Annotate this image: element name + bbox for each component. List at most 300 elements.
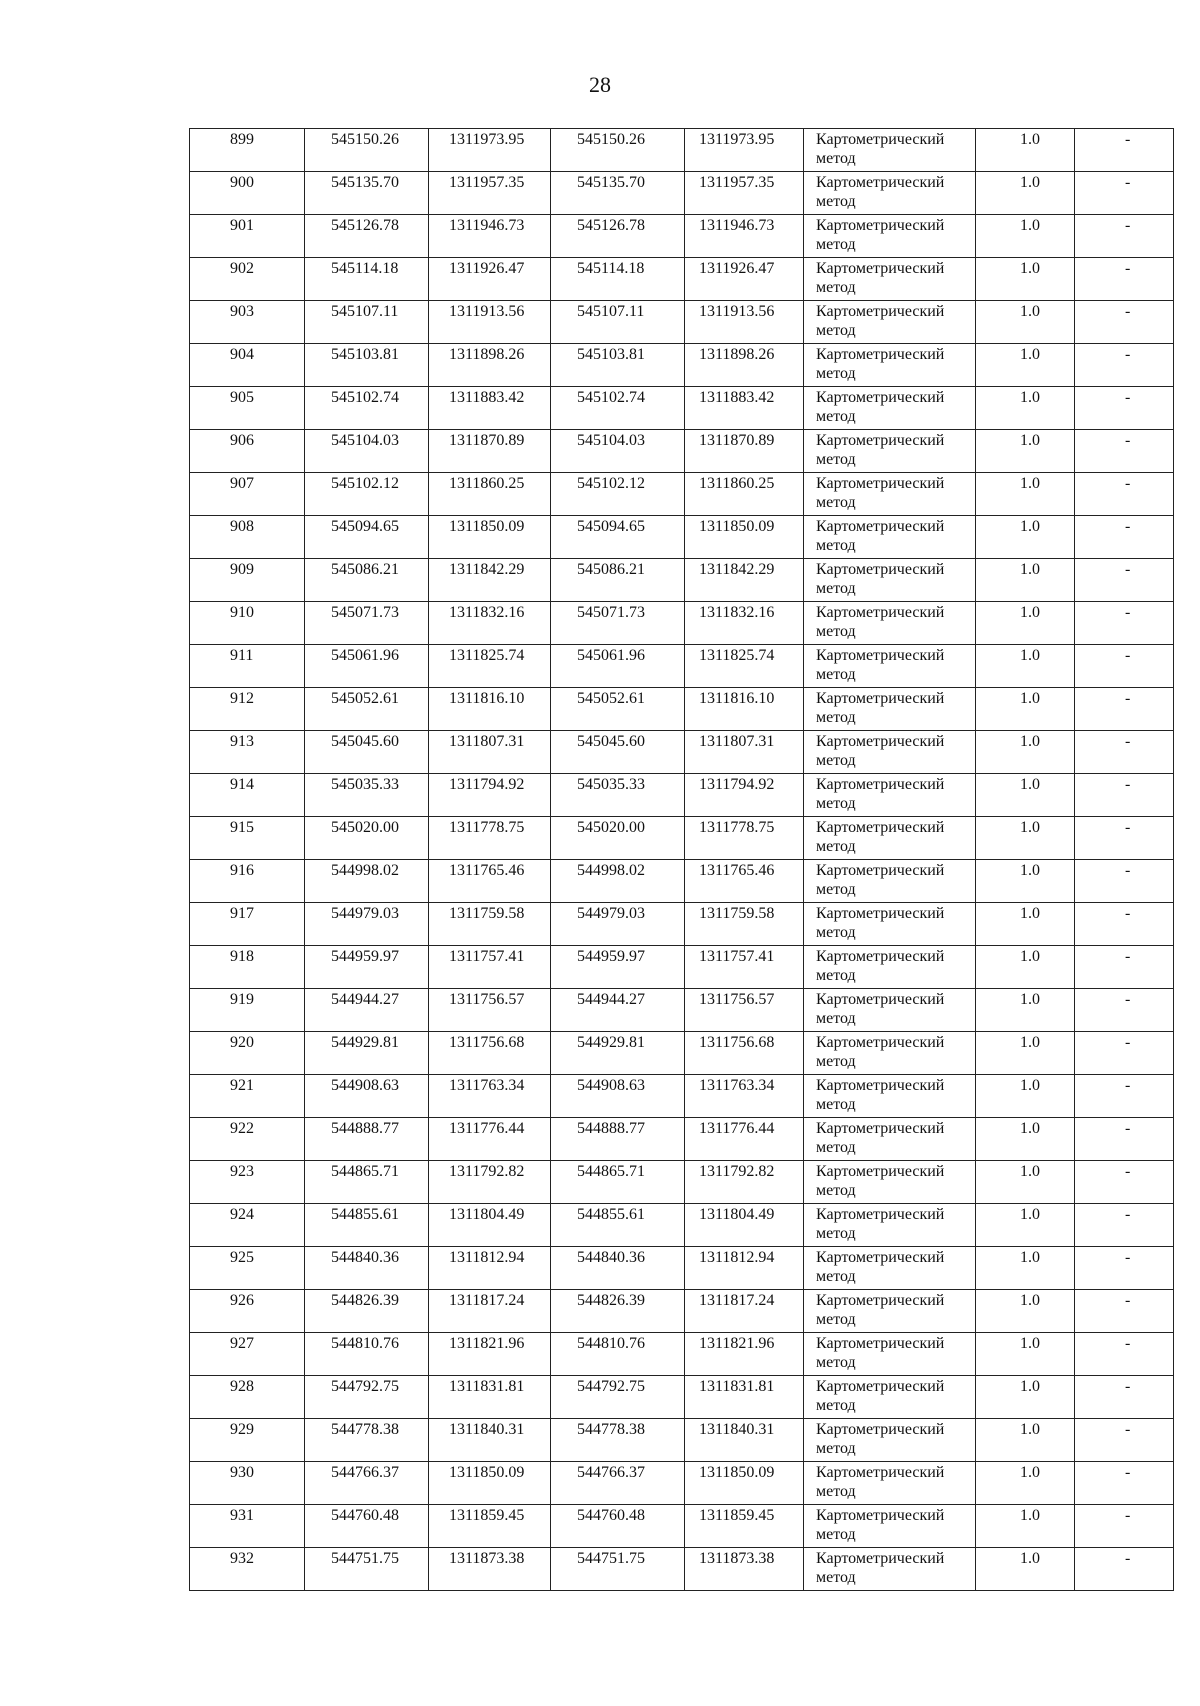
table-row	[190, 1075, 1174, 1118]
point-number-cell	[190, 1333, 305, 1376]
table-row	[190, 989, 1174, 1032]
x-coordinate-new-cell-text: 545061.96	[577, 647, 645, 664]
x-coordinate-new-cell	[551, 688, 685, 731]
note-cell-text: -	[1125, 346, 1131, 363]
note-cell-text: -	[1125, 475, 1131, 492]
y-coordinate-cell	[429, 301, 551, 344]
note-cell	[1075, 860, 1174, 903]
point-number-cell-text: 916	[230, 862, 254, 879]
method-cell	[804, 215, 976, 258]
y-coordinate-new-cell	[685, 1204, 804, 1247]
accuracy-cell-text: 1.0	[1020, 432, 1040, 449]
y-coordinate-new-cell-text: 1311850.09	[699, 518, 775, 535]
y-coordinate-new-cell	[685, 1032, 804, 1075]
method-cell-text: Картометрический метод	[816, 1206, 945, 1242]
method-cell	[804, 1376, 976, 1419]
point-number-cell	[190, 946, 305, 989]
method-cell-text: Картометрический метод	[816, 905, 945, 941]
y-coordinate-cell-text: 1311812.94	[449, 1249, 525, 1266]
note-cell-text: -	[1125, 561, 1131, 578]
y-coordinate-cell	[429, 989, 551, 1032]
point-number-cell	[190, 989, 305, 1032]
y-coordinate-new-cell-text: 1311821.96	[699, 1335, 775, 1352]
x-coordinate-cell-text: 545114.18	[331, 260, 399, 277]
y-coordinate-new-cell	[685, 1247, 804, 1290]
x-coordinate-cell	[305, 559, 429, 602]
y-coordinate-cell-text: 1311817.24	[449, 1292, 525, 1309]
note-cell-text: -	[1125, 1206, 1131, 1223]
y-coordinate-new-cell	[685, 688, 804, 731]
accuracy-cell-text: 1.0	[1020, 1507, 1040, 1524]
x-coordinate-new-cell-text: 545020.00	[577, 819, 645, 836]
accuracy-cell-text: 1.0	[1020, 389, 1040, 406]
note-cell	[1075, 344, 1174, 387]
x-coordinate-cell	[305, 1505, 429, 1548]
x-coordinate-new-cell	[551, 1376, 685, 1419]
point-number-cell-text: 921	[230, 1077, 254, 1094]
y-coordinate-new-cell	[685, 989, 804, 1032]
note-cell-text: -	[1125, 1163, 1131, 1180]
note-cell-text: -	[1125, 1034, 1131, 1051]
note-cell-text: -	[1125, 905, 1131, 922]
x-coordinate-new-cell-text: 544766.37	[577, 1464, 645, 1481]
point-number-cell-text: 906	[230, 432, 254, 449]
table-row	[190, 688, 1174, 731]
y-coordinate-cell	[429, 1419, 551, 1462]
table-row	[190, 817, 1174, 860]
note-cell	[1075, 258, 1174, 301]
point-number-cell-text: 910	[230, 604, 254, 621]
note-cell-text: -	[1125, 1077, 1131, 1094]
accuracy-cell-text: 1.0	[1020, 518, 1040, 535]
y-coordinate-new-cell	[685, 1419, 804, 1462]
point-number-cell-text: 922	[230, 1120, 254, 1137]
y-coordinate-new-cell-text: 1311794.92	[699, 776, 775, 793]
method-cell	[804, 559, 976, 602]
table-row	[190, 774, 1174, 817]
y-coordinate-new-cell-text: 1311763.34	[699, 1077, 775, 1094]
method-cell	[804, 1075, 976, 1118]
y-coordinate-cell-text: 1311873.38	[449, 1550, 525, 1567]
y-coordinate-new-cell-text: 1311973.95	[699, 131, 775, 148]
y-coordinate-new-cell	[685, 516, 804, 559]
y-coordinate-cell	[429, 1548, 551, 1591]
y-coordinate-new-cell	[685, 258, 804, 301]
method-cell-text: Картометрический метод	[816, 1421, 945, 1457]
note-cell-text: -	[1125, 733, 1131, 750]
y-coordinate-cell-text: 1311763.34	[449, 1077, 525, 1094]
note-cell	[1075, 1247, 1174, 1290]
point-number-cell	[190, 172, 305, 215]
y-coordinate-cell-text: 1311850.09	[449, 1464, 525, 1481]
method-cell-text: Картометрический метод	[816, 819, 945, 855]
y-coordinate-new-cell	[685, 1333, 804, 1376]
x-coordinate-cell	[305, 817, 429, 860]
table-row	[190, 344, 1174, 387]
y-coordinate-new-cell-text: 1311778.75	[699, 819, 775, 836]
note-cell	[1075, 172, 1174, 215]
x-coordinate-new-cell	[551, 215, 685, 258]
method-cell	[804, 516, 976, 559]
point-number-cell-text: 901	[230, 217, 254, 234]
method-cell	[804, 430, 976, 473]
y-coordinate-new-cell	[685, 1161, 804, 1204]
x-coordinate-new-cell	[551, 731, 685, 774]
accuracy-cell-text: 1.0	[1020, 1120, 1040, 1137]
x-coordinate-new-cell-text: 545071.73	[577, 604, 645, 621]
x-coordinate-cell	[305, 731, 429, 774]
note-cell-text: -	[1125, 690, 1131, 707]
point-number-cell-text: 930	[230, 1464, 254, 1481]
y-coordinate-new-cell-text: 1311817.24	[699, 1292, 775, 1309]
y-coordinate-cell-text: 1311804.49	[449, 1206, 525, 1223]
x-coordinate-new-cell-text: 545086.21	[577, 561, 645, 578]
method-cell-text: Картометрический метод	[816, 518, 945, 554]
point-number-cell	[190, 774, 305, 817]
x-coordinate-cell	[305, 1376, 429, 1419]
point-number-cell	[190, 731, 305, 774]
y-coordinate-cell-text: 1311831.81	[449, 1378, 525, 1395]
table-row	[190, 516, 1174, 559]
x-coordinate-new-cell-text: 544929.81	[577, 1034, 645, 1051]
note-cell	[1075, 1075, 1174, 1118]
accuracy-cell-text: 1.0	[1020, 1550, 1040, 1567]
x-coordinate-cell-text: 544778.38	[331, 1421, 399, 1438]
x-coordinate-cell	[305, 301, 429, 344]
accuracy-cell-text: 1.0	[1020, 217, 1040, 234]
x-coordinate-cell-text: 545150.26	[331, 131, 399, 148]
table-row	[190, 473, 1174, 516]
x-coordinate-new-cell-text: 545103.81	[577, 346, 645, 363]
accuracy-cell	[976, 430, 1075, 473]
note-cell	[1075, 688, 1174, 731]
y-coordinate-new-cell	[685, 1376, 804, 1419]
y-coordinate-cell-text: 1311825.74	[449, 647, 525, 664]
method-cell-text: Картометрический метод	[816, 647, 945, 683]
note-cell	[1075, 516, 1174, 559]
x-coordinate-cell	[305, 1247, 429, 1290]
accuracy-cell-text: 1.0	[1020, 174, 1040, 191]
accuracy-cell	[976, 1505, 1075, 1548]
y-coordinate-new-cell-text: 1311807.31	[699, 733, 775, 750]
x-coordinate-cell-text: 544979.03	[331, 905, 399, 922]
method-cell	[804, 387, 976, 430]
y-coordinate-cell	[429, 688, 551, 731]
method-cell-text: Картометрический метод	[816, 690, 945, 726]
y-coordinate-new-cell-text: 1311792.82	[699, 1163, 775, 1180]
note-cell-text: -	[1125, 1249, 1131, 1266]
y-coordinate-new-cell	[685, 946, 804, 989]
note-cell	[1075, 1290, 1174, 1333]
accuracy-cell	[976, 1032, 1075, 1075]
x-coordinate-new-cell	[551, 172, 685, 215]
y-coordinate-new-cell-text: 1311946.73	[699, 217, 775, 234]
method-cell	[804, 1032, 976, 1075]
table-row	[190, 731, 1174, 774]
table-row	[190, 602, 1174, 645]
method-cell	[804, 1247, 976, 1290]
note-cell-text: -	[1125, 260, 1131, 277]
accuracy-cell	[976, 903, 1075, 946]
x-coordinate-cell-text: 544888.77	[331, 1120, 399, 1137]
point-number-cell-text: 913	[230, 733, 254, 750]
method-cell-text: Картометрический метод	[816, 604, 945, 640]
accuracy-cell	[976, 516, 1075, 559]
method-cell-text: Картометрический метод	[816, 862, 945, 898]
y-coordinate-new-cell-text: 1311840.31	[699, 1421, 775, 1438]
x-coordinate-cell	[305, 989, 429, 1032]
y-coordinate-cell-text: 1311794.92	[449, 776, 525, 793]
y-coordinate-cell	[429, 387, 551, 430]
method-cell-text: Картометрический метод	[816, 1034, 945, 1070]
accuracy-cell-text: 1.0	[1020, 862, 1040, 879]
accuracy-cell-text: 1.0	[1020, 1249, 1040, 1266]
x-coordinate-new-cell-text: 544826.39	[577, 1292, 645, 1309]
accuracy-cell-text: 1.0	[1020, 303, 1040, 320]
point-number-cell-text: 902	[230, 260, 254, 277]
y-coordinate-cell	[429, 1161, 551, 1204]
y-coordinate-cell	[429, 1075, 551, 1118]
x-coordinate-cell	[305, 129, 429, 172]
note-cell	[1075, 1333, 1174, 1376]
accuracy-cell	[976, 1333, 1075, 1376]
y-coordinate-cell-text: 1311850.09	[449, 518, 525, 535]
y-coordinate-cell	[429, 903, 551, 946]
x-coordinate-cell-text: 544865.71	[331, 1163, 399, 1180]
x-coordinate-cell	[305, 1118, 429, 1161]
accuracy-cell-text: 1.0	[1020, 1034, 1040, 1051]
y-coordinate-new-cell	[685, 559, 804, 602]
x-coordinate-new-cell	[551, 1290, 685, 1333]
x-coordinate-new-cell-text: 545102.12	[577, 475, 645, 492]
method-cell-text: Картометрический метод	[816, 1378, 945, 1414]
accuracy-cell-text: 1.0	[1020, 131, 1040, 148]
y-coordinate-new-cell	[685, 602, 804, 645]
y-coordinate-cell-text: 1311757.41	[449, 948, 525, 965]
method-cell	[804, 344, 976, 387]
accuracy-cell-text: 1.0	[1020, 346, 1040, 363]
y-coordinate-cell-text: 1311870.89	[449, 432, 525, 449]
y-coordinate-new-cell-text: 1311850.09	[699, 1464, 775, 1481]
x-coordinate-cell-text: 545020.00	[331, 819, 399, 836]
x-coordinate-new-cell-text: 544810.76	[577, 1335, 645, 1352]
y-coordinate-new-cell-text: 1311756.68	[699, 1034, 775, 1051]
method-cell-text: Картометрический метод	[816, 1507, 945, 1543]
x-coordinate-cell-text: 544766.37	[331, 1464, 399, 1481]
y-coordinate-new-cell	[685, 215, 804, 258]
table-row	[190, 645, 1174, 688]
method-cell	[804, 602, 976, 645]
accuracy-cell	[976, 645, 1075, 688]
point-number-cell-text: 919	[230, 991, 254, 1008]
table-body	[190, 129, 1174, 1591]
x-coordinate-new-cell	[551, 301, 685, 344]
x-coordinate-cell-text: 545045.60	[331, 733, 399, 750]
accuracy-cell	[976, 860, 1075, 903]
y-coordinate-cell	[429, 1032, 551, 1075]
point-number-cell-text: 931	[230, 1507, 254, 1524]
y-coordinate-cell	[429, 1462, 551, 1505]
x-coordinate-new-cell	[551, 1032, 685, 1075]
table-row	[190, 172, 1174, 215]
point-number-cell-text: 928	[230, 1378, 254, 1395]
accuracy-cell-text: 1.0	[1020, 905, 1040, 922]
point-number-cell	[190, 1419, 305, 1462]
y-coordinate-cell	[429, 731, 551, 774]
x-coordinate-new-cell-text: 545104.03	[577, 432, 645, 449]
method-cell-text: Картометрический метод	[816, 561, 945, 597]
accuracy-cell	[976, 387, 1075, 430]
x-coordinate-new-cell-text: 544778.38	[577, 1421, 645, 1438]
x-coordinate-new-cell	[551, 1075, 685, 1118]
point-number-cell-text: 918	[230, 948, 254, 965]
method-cell	[804, 1333, 976, 1376]
note-cell	[1075, 129, 1174, 172]
note-cell-text: -	[1125, 1421, 1131, 1438]
x-coordinate-cell-text: 545071.73	[331, 604, 399, 621]
x-coordinate-new-cell-text: 544760.48	[577, 1507, 645, 1524]
method-cell-text: Картометрический метод	[816, 776, 945, 812]
x-coordinate-cell-text: 545126.78	[331, 217, 399, 234]
table-row	[190, 215, 1174, 258]
y-coordinate-cell	[429, 559, 551, 602]
x-coordinate-cell	[305, 645, 429, 688]
x-coordinate-new-cell-text: 545114.18	[577, 260, 645, 277]
y-coordinate-cell	[429, 1204, 551, 1247]
note-cell-text: -	[1125, 1292, 1131, 1309]
y-coordinate-new-cell-text: 1311757.41	[699, 948, 775, 965]
point-number-cell-text: 911	[230, 647, 254, 664]
method-cell-text: Картометрический метод	[816, 217, 945, 253]
y-coordinate-new-cell-text: 1311926.47	[699, 260, 775, 277]
y-coordinate-new-cell	[685, 1462, 804, 1505]
accuracy-cell-text: 1.0	[1020, 1464, 1040, 1481]
method-cell	[804, 1204, 976, 1247]
point-number-cell	[190, 387, 305, 430]
table-row	[190, 258, 1174, 301]
note-cell-text: -	[1125, 1120, 1131, 1137]
y-coordinate-new-cell-text: 1311816.10	[699, 690, 775, 707]
accuracy-cell	[976, 1075, 1075, 1118]
x-coordinate-cell-text: 544826.39	[331, 1292, 399, 1309]
note-cell	[1075, 602, 1174, 645]
x-coordinate-new-cell-text: 544979.03	[577, 905, 645, 922]
accuracy-cell-text: 1.0	[1020, 647, 1040, 664]
y-coordinate-cell	[429, 774, 551, 817]
note-cell-text: -	[1125, 948, 1131, 965]
note-cell-text: -	[1125, 518, 1131, 535]
x-coordinate-new-cell-text: 545035.33	[577, 776, 645, 793]
table-row	[190, 1204, 1174, 1247]
point-number-cell	[190, 129, 305, 172]
x-coordinate-new-cell	[551, 817, 685, 860]
x-coordinate-cell	[305, 387, 429, 430]
x-coordinate-cell	[305, 1075, 429, 1118]
note-cell-text: -	[1125, 1335, 1131, 1352]
x-coordinate-new-cell-text: 545135.70	[577, 174, 645, 191]
method-cell-text: Картометрический метод	[816, 346, 945, 382]
y-coordinate-cell-text: 1311756.57	[449, 991, 525, 1008]
x-coordinate-cell-text: 544929.81	[331, 1034, 399, 1051]
x-coordinate-cell-text: 544760.48	[331, 1507, 399, 1524]
y-coordinate-new-cell-text: 1311873.38	[699, 1550, 775, 1567]
method-cell	[804, 688, 976, 731]
method-cell-text: Картометрический метод	[816, 1077, 945, 1113]
method-cell	[804, 645, 976, 688]
table-row	[190, 1333, 1174, 1376]
y-coordinate-new-cell-text: 1311776.44	[699, 1120, 775, 1137]
y-coordinate-cell-text: 1311883.42	[449, 389, 525, 406]
x-coordinate-new-cell-text: 544865.71	[577, 1163, 645, 1180]
x-coordinate-new-cell-text: 545094.65	[577, 518, 645, 535]
x-coordinate-new-cell-text: 544855.61	[577, 1206, 645, 1223]
y-coordinate-cell-text: 1311840.31	[449, 1421, 525, 1438]
x-coordinate-new-cell	[551, 860, 685, 903]
point-number-cell	[190, 903, 305, 946]
x-coordinate-cell	[305, 602, 429, 645]
x-coordinate-new-cell	[551, 344, 685, 387]
x-coordinate-cell	[305, 688, 429, 731]
note-cell-text: -	[1125, 647, 1131, 664]
y-coordinate-new-cell	[685, 1548, 804, 1591]
x-coordinate-new-cell	[551, 1462, 685, 1505]
accuracy-cell	[976, 1161, 1075, 1204]
x-coordinate-cell	[305, 516, 429, 559]
y-coordinate-new-cell-text: 1311832.16	[699, 604, 775, 621]
method-cell	[804, 473, 976, 516]
table-row	[190, 301, 1174, 344]
x-coordinate-new-cell	[551, 1161, 685, 1204]
point-number-cell	[190, 1204, 305, 1247]
note-cell-text: -	[1125, 1550, 1131, 1567]
point-number-cell	[190, 688, 305, 731]
x-coordinate-cell-text: 544855.61	[331, 1206, 399, 1223]
x-coordinate-new-cell	[551, 559, 685, 602]
note-cell-text: -	[1125, 432, 1131, 449]
y-coordinate-new-cell	[685, 301, 804, 344]
accuracy-cell-text: 1.0	[1020, 1206, 1040, 1223]
x-coordinate-cell-text: 545052.61	[331, 690, 399, 707]
note-cell	[1075, 1376, 1174, 1419]
note-cell	[1075, 731, 1174, 774]
point-number-cell	[190, 1290, 305, 1333]
accuracy-cell-text: 1.0	[1020, 991, 1040, 1008]
method-cell	[804, 817, 976, 860]
y-coordinate-new-cell-text: 1311756.57	[699, 991, 775, 1008]
y-coordinate-new-cell-text: 1311913.56	[699, 303, 775, 320]
point-number-cell	[190, 258, 305, 301]
x-coordinate-cell	[305, 258, 429, 301]
page-number: 28	[589, 72, 611, 97]
table-row	[190, 1462, 1174, 1505]
y-coordinate-new-cell	[685, 1290, 804, 1333]
accuracy-cell	[976, 1290, 1075, 1333]
accuracy-cell-text: 1.0	[1020, 1335, 1040, 1352]
note-cell	[1075, 1204, 1174, 1247]
table-row	[190, 903, 1174, 946]
x-coordinate-new-cell	[551, 1118, 685, 1161]
table-row	[190, 1290, 1174, 1333]
x-coordinate-cell-text: 545035.33	[331, 776, 399, 793]
table-row	[190, 559, 1174, 602]
point-number-cell-text: 915	[230, 819, 254, 836]
accuracy-cell	[976, 1247, 1075, 1290]
note-cell	[1075, 817, 1174, 860]
x-coordinate-new-cell-text: 544792.75	[577, 1378, 645, 1395]
point-number-cell-text: 912	[230, 690, 254, 707]
point-number-cell-text: 917	[230, 905, 254, 922]
note-cell-text: -	[1125, 1464, 1131, 1481]
